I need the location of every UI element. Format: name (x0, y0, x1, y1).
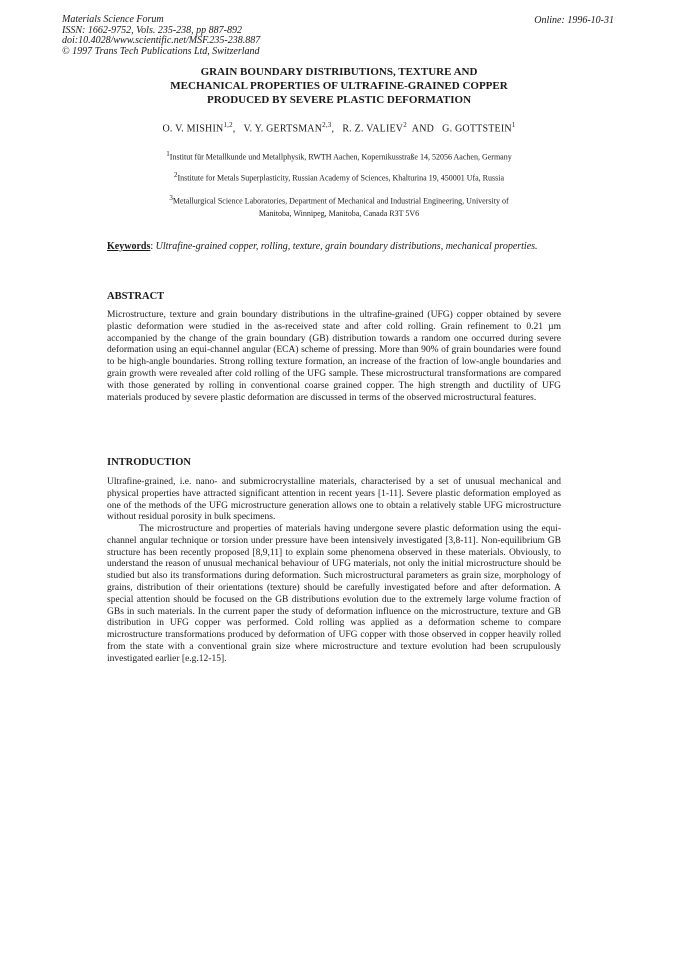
keywords-label: Keywords (107, 241, 151, 252)
keywords (107, 240, 561, 253)
introduction-paragraph: The microstructure and properties of materials having undergone severe plastic deformation using the equi-channel angular technique or torsion under pressure have been intensively investigated [3,8-11]. Non-equilibrium GB structure has been recently proposed [8,9,11] to explain some phenomena observed in these materials. Obviously, to understand the reason of unusual mechanical behaviour of UFG materials, not only the initial microstructure should be studied but also its transformations during deformation. Such microstructural parameters as grain size, morphology of grains, distribution of their orientations (texture) should be carefully investigated before and after deformation. A special attention should be focused on the GB distributions evolution due to the extremely large volume fraction of GBs in such materials. In the current paper the study of deformation influence on the microstructure, texture and GB distribution in UFG copper was performed. Cold rolling was applied as a deformation scheme to compare microstructure transformations produced by deformation of UFG copper with those observed in copper heavily rolled from the state with a conventional grain size where microstructure and texture evolution had been scrupulously investigated earlier [e.g.12-15]. (107, 524, 561, 664)
keywords-text: Ultrafine-grained copper, rolling, texture, grain boundary distributions, mechanical properties. (155, 241, 538, 252)
author-affil-sup: 2,3 (322, 121, 332, 129)
title-line: MECHANICAL PROPERTIES OF ULTRAFINE-GRAINED COPPER (170, 80, 508, 92)
author-separator: , (331, 123, 340, 135)
affiliation-2 (100, 169, 578, 185)
paper-title (100, 65, 578, 107)
keywords-colon: : (150, 241, 156, 252)
affiliation-number: 2 (173, 171, 178, 179)
affiliation-text: Manitoba, Winnipeg, Manitoba, Canada R3T 5V6 (258, 208, 420, 218)
online-date: Online: 1996-10-31 (534, 15, 614, 26)
author-affil-sup: 1,2 (223, 121, 233, 129)
author-name: R. Z. VALIEV (342, 123, 404, 135)
issn-line: ISSN: 1662-9752, Vols. 235-238, pp 887-892 (62, 24, 242, 36)
copyright-line: © 1997 Trans Tech Publications Ltd, Switzerland (62, 45, 260, 57)
author-affil-sup: 2 (403, 121, 407, 129)
author-separator: , (232, 123, 241, 135)
journal-name: Materials Science Forum (62, 14, 164, 25)
introduction-paragraph: Ultrafine-grained, i.e. nano- and submicrocrystalline materials, characterised by a set of unusual mechanical and physical properties have attracted significant attention in recent years [1-11]. Severe plastic deformation employed as one of the methods of the UFG microstructure generation allows one to obtain a relatively stable UFG microstructure without residual porosity in bulk specimens. (107, 477, 561, 523)
affiliation-number: 3 (169, 194, 173, 202)
title-line: GRAIN BOUNDARY DISTRIBUTIONS, TEXTURE AND (200, 66, 478, 78)
affiliation-text: Institute for Metals Superplasticity, Russian Academy of Sciences, Khalturina 19, 450001 Ufa, Russia (177, 173, 505, 183)
affiliation-1 (100, 148, 578, 164)
author-separator: AND (406, 123, 440, 135)
affiliation-text: Metallurgical Science Laboratories, Department of Mechanical and Industrial Engineering, University of (172, 196, 509, 206)
author-name: G. GOTTSTEIN (442, 123, 512, 135)
author-name: V. Y. GERTSMAN (243, 123, 323, 135)
affiliation-text: Institut für Metallkunde und Metallphysik, RWTH Aachen, Kopernikusstraße 14, 52056 Aachen, Germany (169, 152, 512, 162)
author-affil-sup: 1 (511, 121, 516, 129)
doi-line: doi:10.4028/www.scientific.net/MSF.235-238.887 (62, 35, 261, 46)
introduction-heading: INTRODUCTION (107, 457, 192, 468)
affiliation-3 (100, 192, 578, 220)
author-name: O. V. MISHIN (162, 123, 224, 135)
abstract-text: Microstructure, texture and grain boundary distributions in the ultrafine-grained (UFG) copper obtained by severe plastic deformation were studied in the as-received state and after cold rolling. Grain refinement to 0.21 µm accompanied by the change of the grain boundary (GB) distribution towards a random one occurred during severe deformation using an equi-channel angular (ECA) scheme of pressing. More than 90% of grain boundaries were found to be high-angle boundaries. Strong rolling texture formation, an increase of the fraction of low-angle boundaries and grain growth were revealed after cold rolling of the UFG sample. These microstructural transformations are compared with those generated by rolling in conventional coarse grained copper. The high strength and ductility of UFG materials produced by severe plastic deformation are discussed in terms of the observed microstructural features. (107, 310, 561, 403)
author-list (100, 121, 578, 134)
abstract-heading: ABSTRACT (107, 291, 165, 302)
title-line: PRODUCED BY SEVERE PLASTIC DEFORMATION (206, 94, 472, 106)
affiliation-number: 1 (166, 150, 170, 158)
